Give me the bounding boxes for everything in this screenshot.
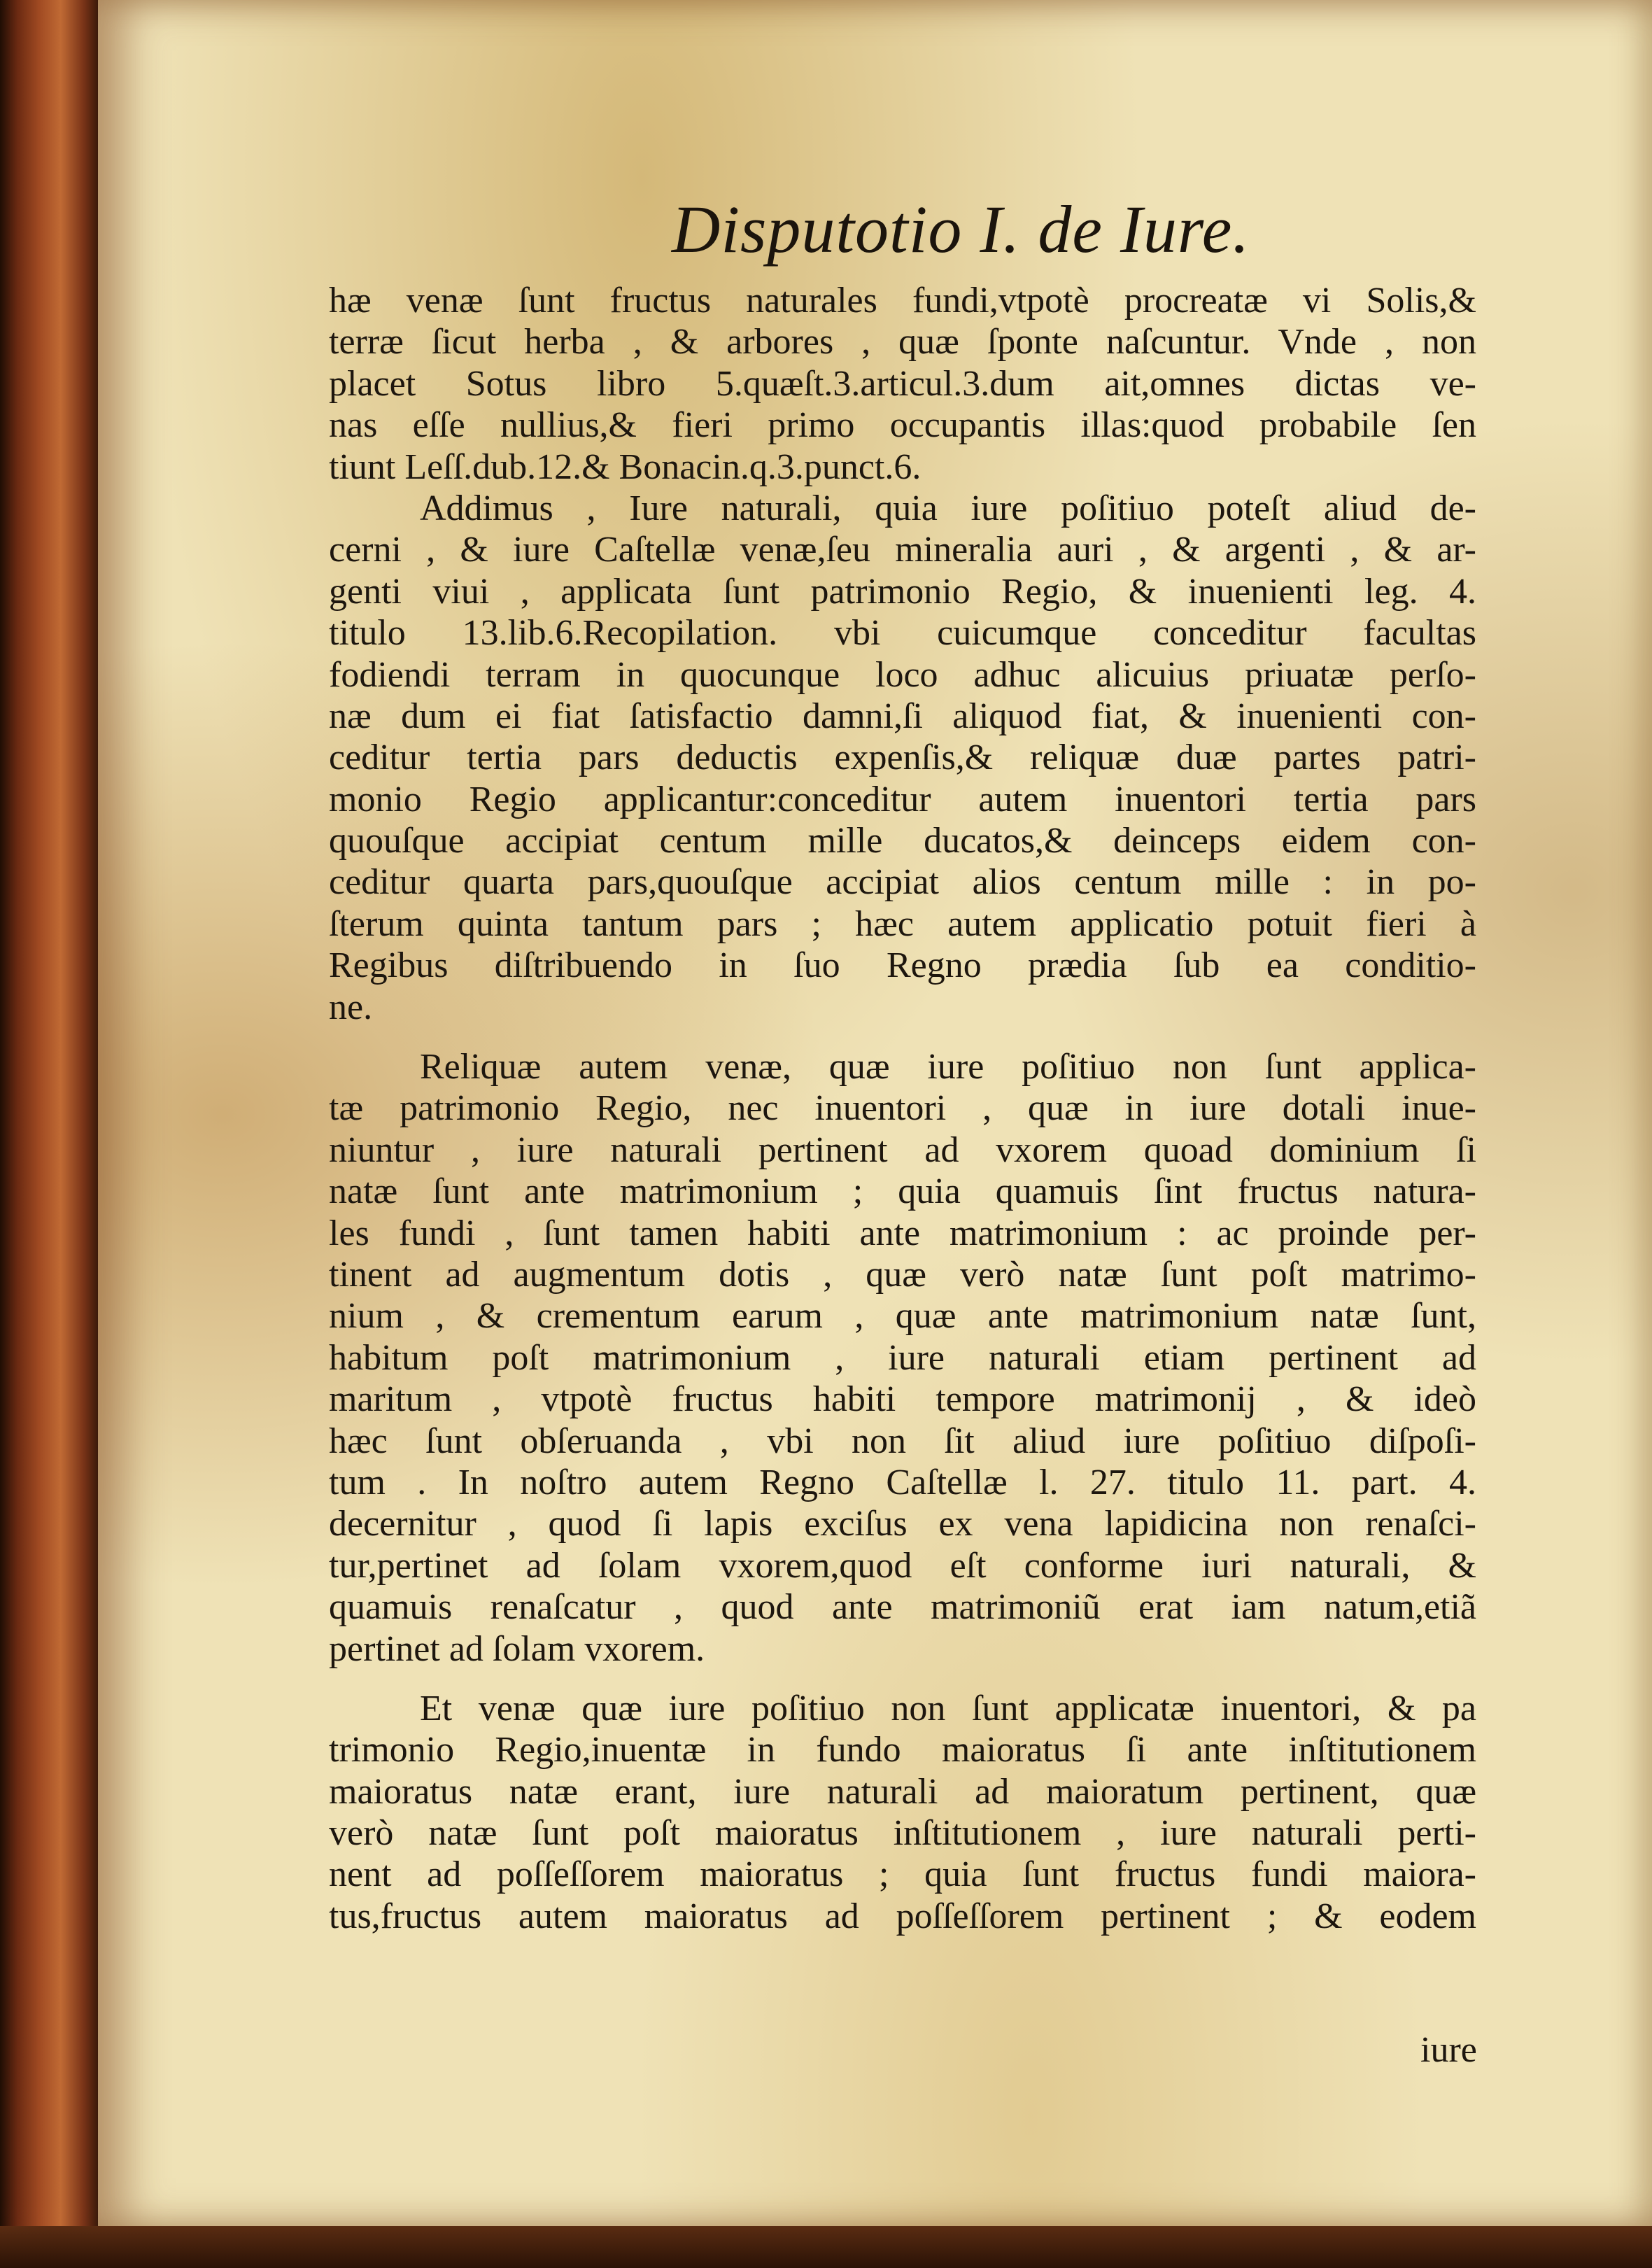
text-line: ceditur quarta pars,quouſque accipiat alios centum mille : in po- (329, 862, 1476, 903)
catchword: iure (1420, 2030, 1477, 2070)
text-line: verò natæ ſunt poſt maioratus inſtitutionem , iure naturali perti- (329, 1813, 1476, 1854)
text-line: tus,fructus autem maioratus ad poſſeſſorem pertinent ; & eodem (329, 1896, 1476, 1936)
text-line: terræ ſicut herba , & arbores , quæ ſponte naſcuntur. Vnde , non (329, 322, 1476, 362)
text-line: genti viui , applicata ſunt patrimonio Regio, & inuenienti leg. 4. (329, 571, 1476, 612)
text-line: hæc ſunt obſeruanda , vbi non ſit aliud iure poſitiuo diſpoſi- (329, 1421, 1476, 1461)
text-line: natæ ſunt ante matrimonium ; quia quamuis ſint fructus natura- (329, 1171, 1476, 1212)
text-line: Et venæ quæ iure poſitiuo non ſunt applicatæ inuentori, & pa (420, 1688, 1476, 1728)
text-line: ceditur tertia pars deductis expenſis,& reliquæ duæ partes patri- (329, 738, 1476, 778)
text-line: niuntur , iure naturali pertinent ad vxorem quoad dominium ſi (329, 1129, 1476, 1170)
text-line: tæ patrimonio Regio, nec inuentori , quæ in iure dotali inue- (329, 1088, 1476, 1129)
text-line: nium , & crementum earum , quæ ante matrimonium natæ ſunt, (329, 1296, 1476, 1337)
text-line: pertinet ad ſolam vxorem. (329, 1628, 705, 1669)
body-text (329, 280, 1476, 1937)
text-line: trimonio Regio,inuentæ in fundo maioratus ſi ante inſtitutionem (329, 1730, 1476, 1770)
text-line: titulo 13.lib.6.Recopilation. vbi cuicumque conceditur facultas (329, 613, 1476, 654)
text-line: næ dum ei fiat ſatisfactio damni,ſi aliquod fiat, & inuenienti con- (329, 696, 1476, 736)
book-edge (0, 0, 98, 2268)
running-header: Disputotio I. de Iure. (672, 192, 1250, 267)
text-line: Regibus diſtribuendo in ſuo Regno prædia ſub ea conditio- (329, 945, 1476, 986)
text-line: quouſque accipiat centum mille ducatos,& deinceps eidem con- (329, 821, 1476, 861)
text-line: tiunt Leſſ.dub.12.& Bonacin.q.3.punct.6. (329, 446, 922, 487)
text-line: Addimus , Iure naturali, quia iure poſitiuo poteſt aliud de- (420, 488, 1476, 528)
text-line: tur,pertinet ad ſolam vxorem,quod eſt conforme iuri naturali, & (329, 1545, 1476, 1586)
text-line: cerni , & iure Caſtellæ venæ,ſeu mineralia auri , & argenti , & ar- (329, 530, 1476, 570)
text-line: monio Regio applicantur:conceditur autem inuentori tertia pars (329, 779, 1476, 819)
text-line: les fundi , ſunt tamen habiti ante matrimonium : ac proinde per- (329, 1213, 1476, 1253)
text-line: quamuis renaſcatur , quod ante matrimoniũ erat iam natum,etiã (329, 1587, 1476, 1628)
text-line: decernitur , quod ſi lapis exciſus ex vena lapidicina non renaſci- (329, 1504, 1476, 1544)
text-line: fodiendi terram in quocunque loco adhuc alicuius priuatæ perſo- (329, 654, 1476, 695)
text-line: hæ venæ ſunt fructus naturales fundi,vtpotè procreatæ vi Solis,& (329, 281, 1476, 321)
text-line: ſterum quinta tantum pars ; hæc autem applicatio potuit fieri à (329, 903, 1476, 944)
text-line: placet Sotus libro 5.quæſt.3.articul.3.dum ait,omnes dictas ve- (329, 363, 1476, 404)
text-line: Reliquæ autem venæ, quæ iure poſitiuo non ſunt applica- (420, 1047, 1476, 1087)
text-line: nas eſſe nullius,& fieri primo occupantis illas:quod probabile ſen (329, 405, 1476, 446)
text-line: maioratus natæ erant, iure naturali ad maioratum pertinent, quæ (329, 1771, 1476, 1812)
text-line: maritum , vtpotè fructus habiti tempore matrimonij , & ideò (329, 1379, 1476, 1420)
text-line: nent ad poſſeſſorem maioratus ; quia ſunt fructus fundi maiora- (329, 1854, 1476, 1895)
text-line: tinent ad augmentum dotis , quæ verò natæ ſunt poſt matrimo- (329, 1254, 1476, 1295)
text-line: ne. (329, 987, 373, 1027)
book-bottom-edge (0, 2226, 1652, 2268)
text-line: tum . In noſtro autem Regno Caſtellæ l. 27. titulo 11. part. 4. (329, 1462, 1476, 1502)
text-line: habitum poſt matrimonium , iure naturali etiam pertinent ad (329, 1337, 1476, 1378)
